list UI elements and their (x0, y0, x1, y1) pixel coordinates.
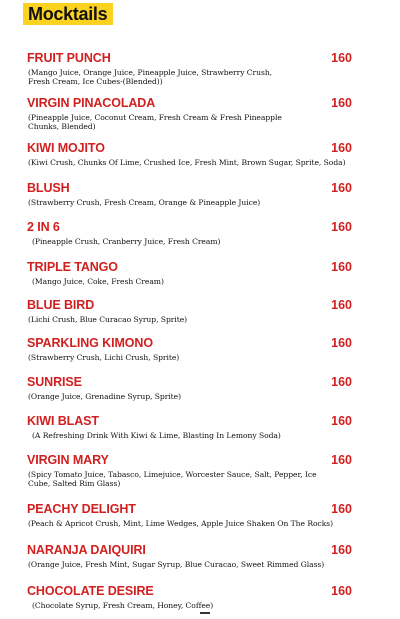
item-description: (Mango Juice, Orange Juice, Pineapple Juice, Strawberry Crush, Fresh Cream, Ice Cubes-(Blended)) (28, 68, 273, 87)
item-price: 160 (331, 220, 352, 234)
item-name: NARANJA DAIQUIRI (27, 543, 146, 557)
item-name: VIRGIN MARY (27, 453, 109, 467)
item-description: (Pineapple Juice, Coconut Cream, Fresh Cream & Fresh Pineapple Chunks, Blended) (28, 113, 282, 132)
item-name: BLUSH (27, 181, 70, 195)
item-description: (Chocolate Syrup, Fresh Cream, Honey, Coffee) (32, 601, 214, 610)
item-description: (Pineapple Crush, Cranberry Juice, Fresh Cream) (32, 237, 221, 246)
page-footer-mark (200, 612, 210, 614)
item-price: 160 (331, 51, 352, 65)
item-name: SUNRISE (27, 375, 82, 389)
item-description: (Mango Juice, Coke, Fresh Cream) (32, 277, 164, 286)
item-name: FRUIT PUNCH (27, 51, 111, 65)
item-description: (Orange Juice, Fresh Mint, Sugar Syrup, Blue Curacao, Sweet Rimmed Glass) (28, 560, 325, 569)
item-description: (A Refreshing Drink With Kiwi & Lime, Blasting In Lemony Soda) (32, 431, 281, 440)
item-price: 160 (331, 453, 352, 467)
item-price: 160 (331, 502, 352, 516)
item-name: KIWI MOJITO (27, 141, 105, 155)
item-price: 160 (331, 375, 352, 389)
item-description: (Orange Juice, Grenadine Syrup, Sprite) (28, 392, 182, 401)
item-description: (Spicy Tomato Juice, Tabasco, Limejuice, Worcester Sauce, Salt, Pepper, Ice Cube, Salted Rim Glass) (28, 470, 317, 489)
item-price: 160 (331, 543, 352, 557)
item-price: 160 (331, 414, 352, 428)
item-description: (Lichi Crush, Blue Curacao Syrup, Sprite) (28, 315, 188, 324)
item-name: 2 IN 6 (27, 220, 60, 234)
item-description: (Strawberry Crush, Fresh Cream, Orange & Pineapple Juice) (28, 198, 261, 207)
item-name: BLUE BIRD (27, 298, 95, 312)
item-price: 160 (331, 336, 352, 350)
item-name: TRIPLE TANGO (27, 260, 118, 274)
item-description: (Peach & Apricot Crush, Mint, Lime Wedges, Apple Juice Shaken On The Rocks) (28, 519, 334, 528)
item-price: 160 (331, 260, 352, 274)
item-description: (Strawberry Crush, Lichi Crush, Sprite) (28, 353, 180, 362)
item-price: 160 (331, 96, 352, 110)
item-price: 160 (331, 298, 352, 312)
item-description: (Kiwi Crush, Chunks Of Lime, Crushed Ice, Fresh Mint, Brown Sugar, Sprite, Soda) (28, 158, 346, 167)
item-price: 160 (331, 584, 352, 598)
item-name: KIWI BLAST (27, 414, 99, 428)
item-name: CHOCOLATE DESIRE (27, 584, 154, 598)
item-price: 160 (331, 141, 352, 155)
item-name: VIRGIN PINACOLADA (27, 96, 156, 110)
menu-title: Mocktails (23, 3, 113, 25)
item-name: SPARKLING KIMONO (27, 336, 153, 350)
item-name: PEACHY DELIGHT (27, 502, 136, 516)
item-price: 160 (331, 181, 352, 195)
